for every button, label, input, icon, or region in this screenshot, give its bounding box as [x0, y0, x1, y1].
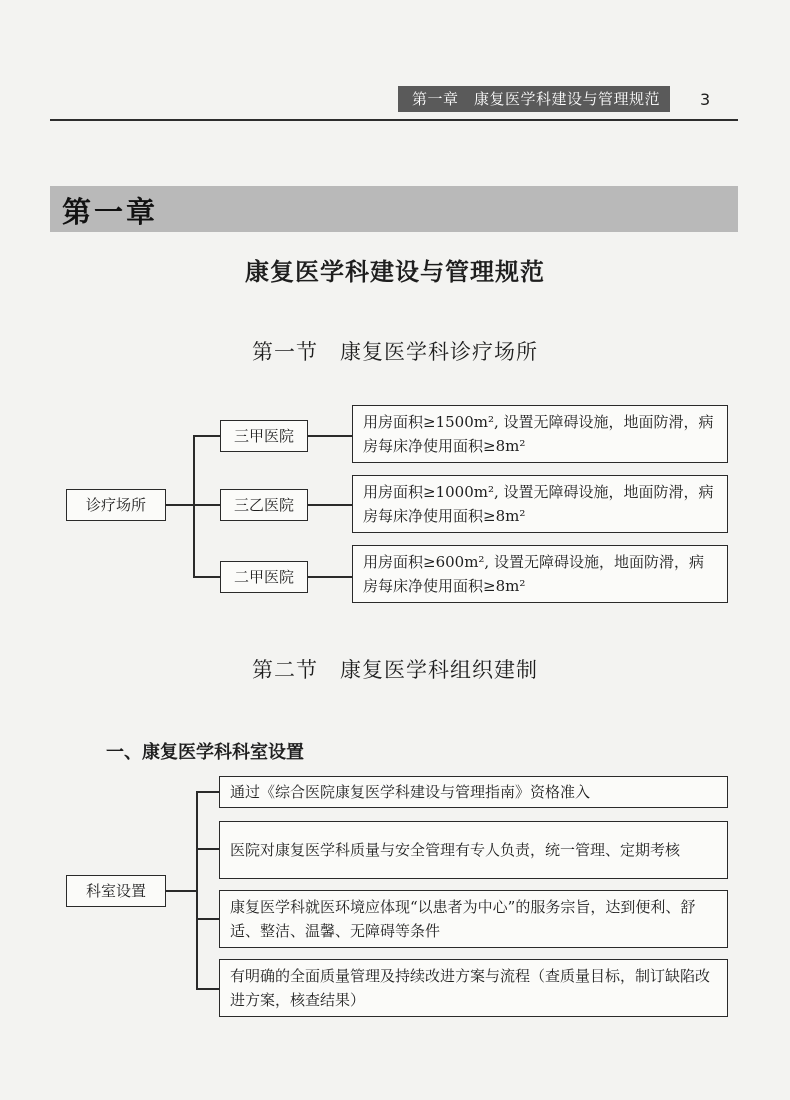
connector	[193, 576, 220, 578]
item-text: 医院对康复医学科质量与安全管理有专人负责，统一管理、定期考核	[230, 841, 681, 859]
detail-text: 用房面积≥600m², 设置无障碍设施，地面防滑，病房每床净使用面积≥8m²	[363, 553, 704, 595]
running-title: 第一章 康复医学科建设与管理规范	[398, 86, 670, 112]
subsection-heading: 一、康复医学科科室设置	[106, 742, 304, 763]
running-header	[398, 86, 738, 112]
connector	[193, 504, 220, 506]
connector	[193, 435, 220, 437]
item-node	[219, 776, 728, 808]
connector	[196, 988, 219, 990]
detail-node	[352, 475, 728, 533]
header-rule	[50, 119, 738, 121]
connector	[196, 918, 219, 920]
detail-node	[352, 405, 728, 463]
connector	[308, 576, 352, 578]
connector	[196, 848, 219, 850]
detail-node	[352, 545, 728, 603]
connector	[308, 435, 352, 437]
section2-title: 第二节 康复医学科组织建制	[252, 658, 538, 682]
branch-node: 二甲医院	[220, 561, 308, 593]
detail-text: 用房面积≥1000m², 设置无障碍设施，地面防滑，病房每床净使用面积≥8m²	[363, 483, 714, 525]
item-text: 通过《综合医院康复医学科建设与管理指南》资格准入	[230, 783, 591, 801]
connector	[196, 791, 219, 793]
chapter-title: 康复医学科建设与管理规范	[245, 258, 545, 286]
item-node	[219, 821, 728, 879]
connector	[193, 435, 195, 577]
item-node	[219, 890, 728, 948]
root-node: 科室设置	[66, 875, 166, 907]
chapter-label: 第一章	[62, 195, 159, 229]
connector	[308, 504, 352, 506]
connector	[196, 791, 198, 989]
branch-node: 三乙医院	[220, 489, 308, 521]
connector	[166, 890, 196, 892]
item-node	[219, 959, 728, 1017]
branch-node: 三甲医院	[220, 420, 308, 452]
root-node: 诊疗场所	[66, 489, 166, 521]
detail-text: 用房面积≥1500m², 设置无障碍设施，地面防滑，病房每床净使用面积≥8m²	[363, 413, 714, 455]
item-text: 康复医学科就医环境应体现“以患者为中心”的服务宗旨，达到便利、舒适、整洁、温馨、无障碍等条件	[230, 898, 696, 940]
page-number: 3	[700, 89, 711, 109]
section1-title: 第一节 康复医学科诊疗场所	[252, 340, 538, 364]
item-text: 有明确的全面质量管理及持续改进方案与流程（查质量目标，制订缺陷改进方案，核查结果）	[230, 967, 711, 1009]
connector	[166, 504, 194, 506]
